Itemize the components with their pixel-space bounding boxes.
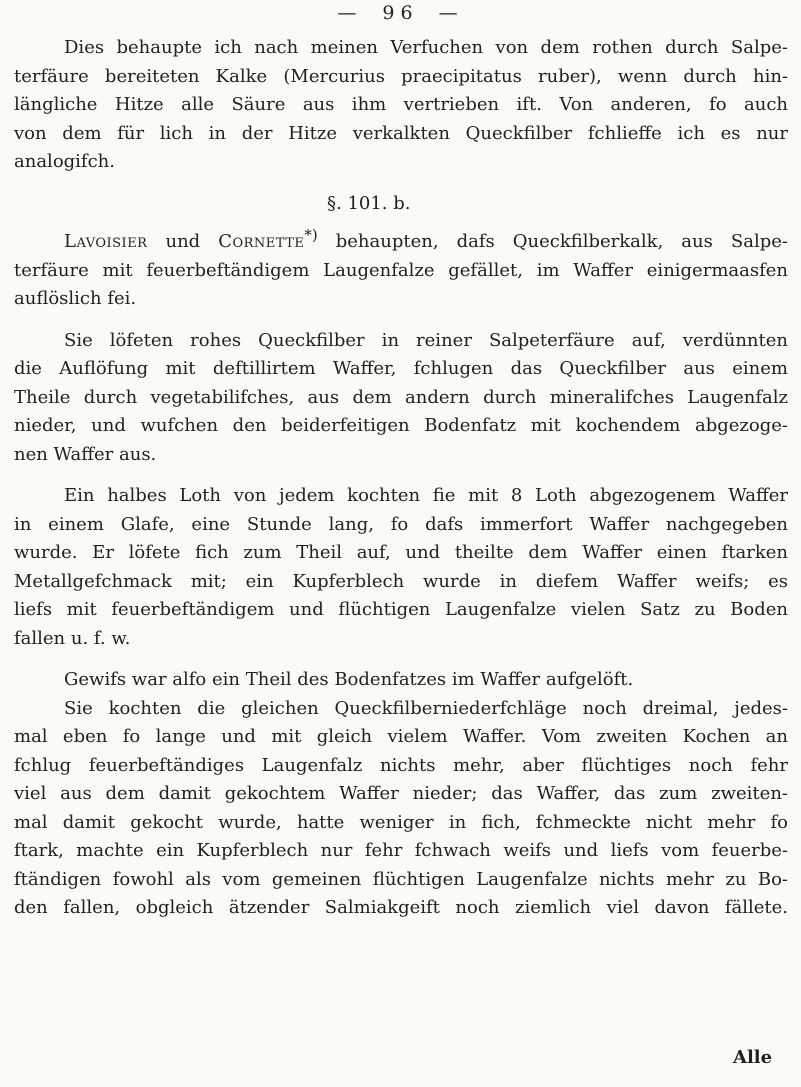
conjunction: und (165, 231, 201, 252)
text-line: Ein halbes Loth von jedem kochten fie mit 8 Loth abgezogenem Waffer (64, 485, 788, 506)
text-line: ftändigen fowohl als vom gemeinen flüchtigen Laugenfalze nichts mehr zu Bo- (14, 868, 788, 890)
text-line: Sie löfeten rohes Queckfilber in reiner Salpeterfäure auf, verdünnten (64, 329, 788, 351)
text-line: mal eben fo lange und mit gleich vielem Waffer. Vom zweiten Kochen an (14, 726, 788, 747)
text-line: ftark, machte ein Kupferblech nur fehr fchwach weifs und liefs vom feuerbe- (14, 840, 788, 861)
body-text (14, 34, 788, 923)
text-line: analogifch. (14, 151, 115, 172)
paragraph-2 (14, 221, 788, 314)
text-line: die Auflöfung mit deftillirtem Waffer, fchlugen das Queckfilber aus einem (14, 358, 788, 379)
paragraph-4 (14, 482, 788, 653)
text-line: in einem Glafe, eine Stunde lang, fo dafs immerfort Waffer nachgegeben (14, 513, 788, 535)
text-line: Theile durch vegetabilifches, aus dem andern durch mineralifches Laugenfalz (14, 386, 788, 408)
footnote-mark[interactable]: *) (304, 226, 318, 244)
text-line: auflöslich fei. (14, 288, 137, 309)
text-line: nieder, und wufchen den beiderfeitigen Bodenfatz mit kochendem abgezoge- (14, 415, 788, 436)
text-line (14, 221, 788, 257)
catchword: Alle (733, 1047, 773, 1068)
text-line: liefs mit feuerbeftändigem und flüchtigen Laugenfalze vielen Satz zu Boden (14, 599, 788, 620)
text-line: viel aus dem damit gekochtem Waffer nieder; das Waffer, das zum zweiten- (14, 783, 788, 804)
page-number: 96 (382, 2, 419, 24)
section-heading: §. 101. b. (327, 192, 411, 214)
line-text: behaupten, dafs Queckfilberkalk, aus Salpe- (335, 231, 788, 252)
header-dash-right: — (438, 2, 464, 24)
text-line: Gewifs war alfo ein Theil des Bodenfatzes im Waffer aufgelöft. (64, 669, 634, 690)
text-line: fallen u. f. w. (14, 627, 131, 649)
text-line: terfäure mit feuerbeftändigem Laugenfalze gefället, im Waffer einigermaasfen (14, 259, 788, 281)
text-line: terfäure bereiteten Kalke (Mercurius praecipitatus ruber), wenn durch hin- (14, 65, 788, 87)
text-line: mal damit gekocht wurde, hatte weniger in fich, fchmeckte nicht mehr fo (14, 811, 788, 833)
text-line: längliche Hitze alle Säure aus ihm vertrieben ift. Von anderen, fo auch (14, 94, 788, 115)
text-line: fchlug feuerbeftändiges Laugenfalz nichts mehr, aber flüchtiges noch fehr (14, 754, 788, 776)
text-line: wurde. Er löfete fich zum Theil auf, und theilte dem Waffer einen ftarken (14, 542, 788, 563)
author-lavoisier: Lavoisier (64, 231, 148, 252)
text-line: den fallen, obgleich ätzender Salmiakgeift noch ziemlich viel davon fällete. (14, 897, 788, 918)
header-dash-left: — (337, 2, 363, 24)
paragraph-6 (14, 695, 788, 923)
text-line: nen Waffer aus. (14, 443, 157, 465)
text-line: von dem für lich in der Hitze verkalkten Queckfilber fchlieffe ich es nur (14, 122, 788, 144)
author-cornette: Cornette (218, 231, 305, 252)
paragraph-5 (14, 666, 788, 695)
paragraph-1 (14, 34, 788, 177)
text-line: Metallgefchmack mit; ein Kupferblech wurde in diefem Waffer weifs; es (14, 570, 788, 592)
page-header (0, 2, 801, 24)
paragraph-3 (14, 327, 788, 470)
text-line: Dies behaupte ich nach meinen Verfuchen von dem rothen durch Salpe- (64, 37, 788, 58)
text-line: Sie kochten die gleichen Queckfilberniederfchläge noch dreimal, jedes- (64, 697, 788, 719)
